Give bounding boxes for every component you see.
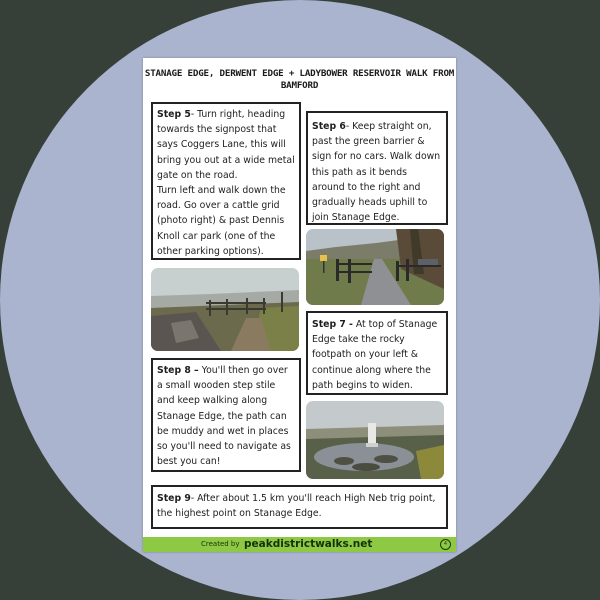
step-8-label: Step 8 –: [157, 365, 199, 376]
step-8-text: You'll then go over a small wooden step stile and keep walking along Stanage Edge, the path can be muddy and wet in places so you'll need to navigate as best you can!: [157, 365, 291, 468]
footer-site-link[interactable]: peakdistrictwalks.net: [244, 538, 373, 550]
document-page: [143, 58, 456, 552]
step-9-label: Step 9: [157, 493, 191, 504]
step-5-text: - Turn right, heading towards the signpost that says Coggers Lane, this will bring you out at a wide metal gate on the road.: [157, 109, 295, 181]
road-gate-photo: [306, 229, 444, 305]
step-5-label: Step 5: [157, 109, 191, 120]
footer-created-label: Created by: [201, 540, 240, 548]
step-7-text: At top of Stanage Edge take the rocky footpath on your left & continue along where the path begins to widen.: [312, 319, 438, 391]
trig-point-photo: [306, 401, 444, 479]
step-5-paragraph: [157, 107, 295, 183]
footer-bar: [143, 537, 456, 552]
step-7-box: [306, 311, 448, 395]
step-6-label: Step 6: [312, 121, 346, 132]
page-number: 4: [440, 539, 451, 550]
step-8-box: [151, 358, 301, 472]
page-title: STANAGE EDGE, DERWENT EDGE + LADYBOWER RESERVOIR WALK FROM BAMFORD: [144, 68, 455, 91]
step-7-label: Step 7 -: [312, 319, 353, 330]
step-9-text: - After about 1.5 km you'll reach High Neb trig point, the highest point on Stanage Edge.: [157, 493, 436, 520]
step-6-text: - Keep straight on, past the green barrier & sign for no cars. Walk down this path as it bends around to the right and gradually heads uphill to join Stanage Edge.: [312, 121, 441, 224]
step-9-box: [151, 485, 448, 529]
step-6-box: [306, 111, 448, 225]
misty-edge-photo: [151, 268, 299, 351]
step-5-paragraph-2: Turn left and walk down the road. Go over a cattle grid (photo right) & past Dennis Knoll car park (one of the other parking options).: [157, 185, 286, 257]
step-5-box: [151, 102, 301, 260]
